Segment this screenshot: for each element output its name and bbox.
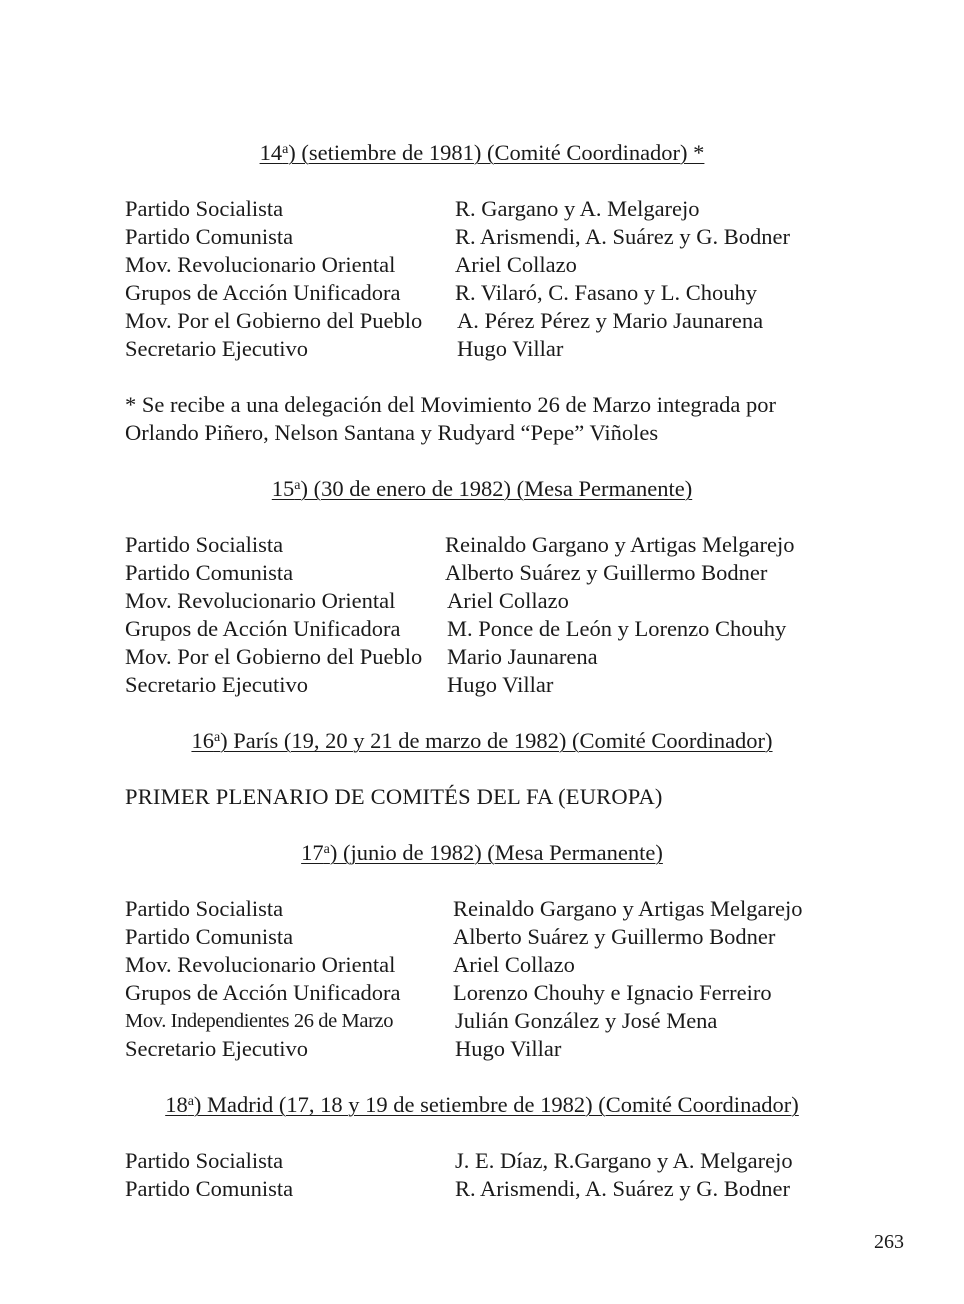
party-name: Mov. Revolucionario Oriental (125, 252, 396, 277)
roster-row (125, 1147, 845, 1175)
party-name: Partido Socialista (125, 532, 284, 557)
party-name: Partido Comunista (125, 1176, 294, 1201)
member-names: Ariel Collazo (453, 952, 575, 977)
party-name: Secretario Ejecutivo (125, 672, 309, 697)
heading-ordinal-suffix: a (187, 1094, 194, 1109)
roster-15 (125, 531, 845, 699)
party-name: Secretario Ejecutivo (125, 336, 309, 361)
party-name: Partido Socialista (125, 1148, 284, 1173)
roster-row (125, 643, 845, 671)
member-names: R. Arismendi, A. Suárez y G. Bodner (455, 224, 790, 249)
roster-17 (125, 895, 845, 1063)
roster-row (125, 615, 845, 643)
party-name: Grupos de Acción Unificadora (125, 616, 401, 641)
roster-row (125, 671, 845, 699)
roster-row (125, 195, 845, 223)
member-names: R. Gargano y A. Melgarejo (455, 196, 700, 221)
party-name: Mov. Por el Gobierno del Pueblo (125, 644, 423, 669)
member-names: Lorenzo Chouhy e Ignacio Ferreiro (453, 980, 772, 1005)
member-names: Hugo Villar (457, 336, 564, 361)
heading-ordinal-suffix: a (294, 478, 301, 493)
member-names: Hugo Villar (447, 672, 554, 697)
roster-row (125, 559, 845, 587)
party-name: Partido Comunista (125, 560, 294, 585)
party-name: Secretario Ejecutivo (125, 1036, 309, 1061)
party-name: Grupos de Acción Unificadora (125, 980, 401, 1005)
member-names: Alberto Suárez y Guillermo Bodner (445, 560, 768, 585)
roster-row (125, 951, 845, 979)
party-name: Mov. Por el Gobierno del Pueblo (125, 308, 423, 333)
party-name: Mov. Revolucionario Oriental (125, 952, 396, 977)
roster-row (125, 1175, 845, 1203)
heading-ordinal: 16 (191, 728, 214, 753)
party-name: Partido Comunista (125, 224, 294, 249)
member-names: Ariel Collazo (447, 588, 569, 613)
roster-row (125, 895, 845, 923)
roster-row (125, 1035, 845, 1063)
member-names: Reinaldo Gargano y Artigas Melgarejo (453, 896, 803, 921)
roster-18 (125, 1147, 845, 1203)
section-heading-17 (0, 839, 964, 867)
party-name: Partido Comunista (125, 924, 294, 949)
roster-row (125, 531, 845, 559)
plenary-title: PRIMER PLENARIO DE COMITÉS DEL FA (EUROPA) (125, 784, 663, 809)
heading-text: ) (junio de 1982) (Mesa Permanente) (329, 840, 663, 865)
footnote-line: * Se recibe a una delegación del Movimiento 26 de Marzo integrada por (125, 392, 777, 417)
member-names: J. E. Díaz, R.Gargano y A. Melgarejo (455, 1148, 793, 1173)
section-heading-15 (0, 475, 964, 503)
section-heading-16 (0, 727, 964, 755)
heading-ordinal: 15 (271, 476, 295, 501)
roster-row (125, 979, 845, 1007)
heading-text: ) (30 de enero de 1982) (Mesa Permanente) (300, 476, 693, 501)
heading-ordinal-suffix: a (282, 142, 289, 157)
member-names: Ariel Collazo (455, 252, 577, 277)
party-name: Partido Socialista (125, 896, 284, 921)
member-names: Mario Jaunarena (447, 644, 598, 669)
member-names: R. Arismendi, A. Suárez y G. Bodner (455, 1176, 790, 1201)
section-heading-14 (0, 139, 964, 167)
roster-row (125, 335, 845, 363)
roster-row (125, 279, 845, 307)
roster-row (125, 307, 845, 335)
heading-text: ) (setiembre de 1981) (Comité Coordinador) * (288, 140, 705, 165)
party-name: Partido Socialista (125, 196, 284, 221)
section-heading-18 (0, 1091, 964, 1119)
member-names: Alberto Suárez y Guillermo Bodner (453, 924, 776, 949)
roster-14 (125, 195, 845, 363)
member-names: R. Vilaró, C. Fasano y L. Chouhy (455, 280, 757, 305)
roster-row (125, 1007, 845, 1035)
member-names: Reinaldo Gargano y Artigas Melgarejo (445, 532, 795, 557)
heading-text: ) Madrid (17, 18 y 19 de setiembre de 1982) (Comité Coordinador) (193, 1092, 799, 1117)
footnote (125, 391, 845, 447)
party-name: Grupos de Acción Unificadora (125, 280, 401, 305)
roster-row (125, 923, 845, 951)
page-number: 263 (874, 1231, 904, 1253)
footnote-line: Orlando Piñero, Nelson Santana y Rudyard “Pepe” Viñoles (125, 420, 659, 445)
heading-ordinal: 17 (301, 840, 324, 865)
heading-ordinal-suffix: a (323, 842, 330, 857)
heading-ordinal-suffix: a (213, 730, 221, 745)
roster-row (125, 251, 845, 279)
member-names: A. Pérez Pérez y Mario Jaunarena (457, 308, 764, 333)
heading-ordinal: 18 (165, 1092, 188, 1117)
roster-row (125, 223, 845, 251)
member-names: Julián González y José Mena (455, 1008, 718, 1033)
heading-ordinal: 14 (259, 140, 283, 165)
heading-text: ) París (19, 20 y 21 de marzo de 1982) (Comité Coordinador) (220, 728, 773, 753)
party-name: Mov. Independientes 26 de Marzo (125, 1010, 394, 1032)
roster-row (125, 587, 845, 615)
member-names: M. Ponce de León y Lorenzo Chouhy (447, 616, 787, 641)
member-names: Hugo Villar (455, 1036, 562, 1061)
party-name: Mov. Revolucionario Oriental (125, 588, 396, 613)
